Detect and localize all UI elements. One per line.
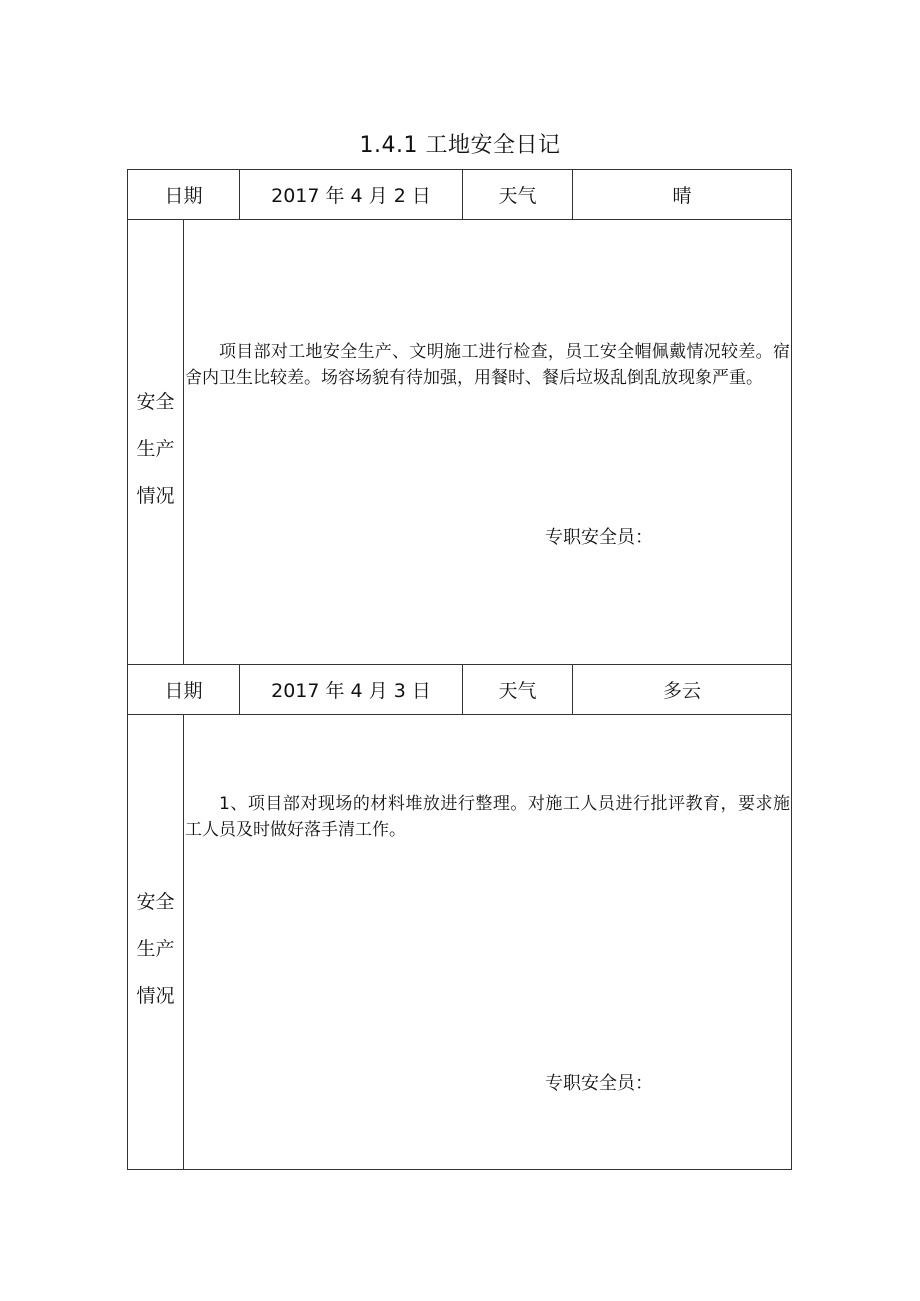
safety-content: 1、项目部对现场的材料堆放进行整理。对施工人员进行批评教育，要求施工人员及时做好落手清工作。 xyxy=(185,794,790,840)
table-divider xyxy=(183,714,184,1169)
safety-content: 项目部对工地安全生产、文明施工进行检查，员工安全帽佩戴情况较差。宿舍内卫生比较差。场容场貌有待加强，用餐时、餐后垃圾乱倒乱放现象严重。 xyxy=(185,342,790,388)
safety-officer-label: 专职安全员： xyxy=(545,1073,653,1094)
date-value: 2017 年 4 月 3 日 xyxy=(271,680,431,702)
weather-value: 多云 xyxy=(662,680,701,702)
safety-diary-table xyxy=(127,169,792,1170)
table-border-right xyxy=(791,169,792,1170)
safety-officer-label: 专职安全员： xyxy=(545,527,653,548)
weather-label: 天气 xyxy=(498,680,537,702)
date-label: 日期 xyxy=(164,680,203,702)
page-title: 1.4.1 工地安全日记 xyxy=(359,133,561,158)
section-label-line: 生产 xyxy=(136,438,175,460)
table-divider xyxy=(127,714,792,715)
table-border-bottom xyxy=(127,1169,792,1170)
section-label xyxy=(128,379,183,520)
date-value: 2017 年 4 月 2 日 xyxy=(271,185,431,207)
section-label-line: 情况 xyxy=(136,485,175,507)
section-label-line: 安全 xyxy=(136,891,175,913)
weather-label: 天气 xyxy=(498,185,537,207)
table-divider xyxy=(183,219,184,664)
table-divider xyxy=(127,219,792,220)
section-label xyxy=(128,879,183,1020)
section-label-line: 安全 xyxy=(136,391,175,413)
section-label-line: 生产 xyxy=(136,938,175,960)
weather-value: 晴 xyxy=(672,185,692,207)
section-label-line: 情况 xyxy=(136,985,175,1007)
date-label: 日期 xyxy=(164,185,203,207)
